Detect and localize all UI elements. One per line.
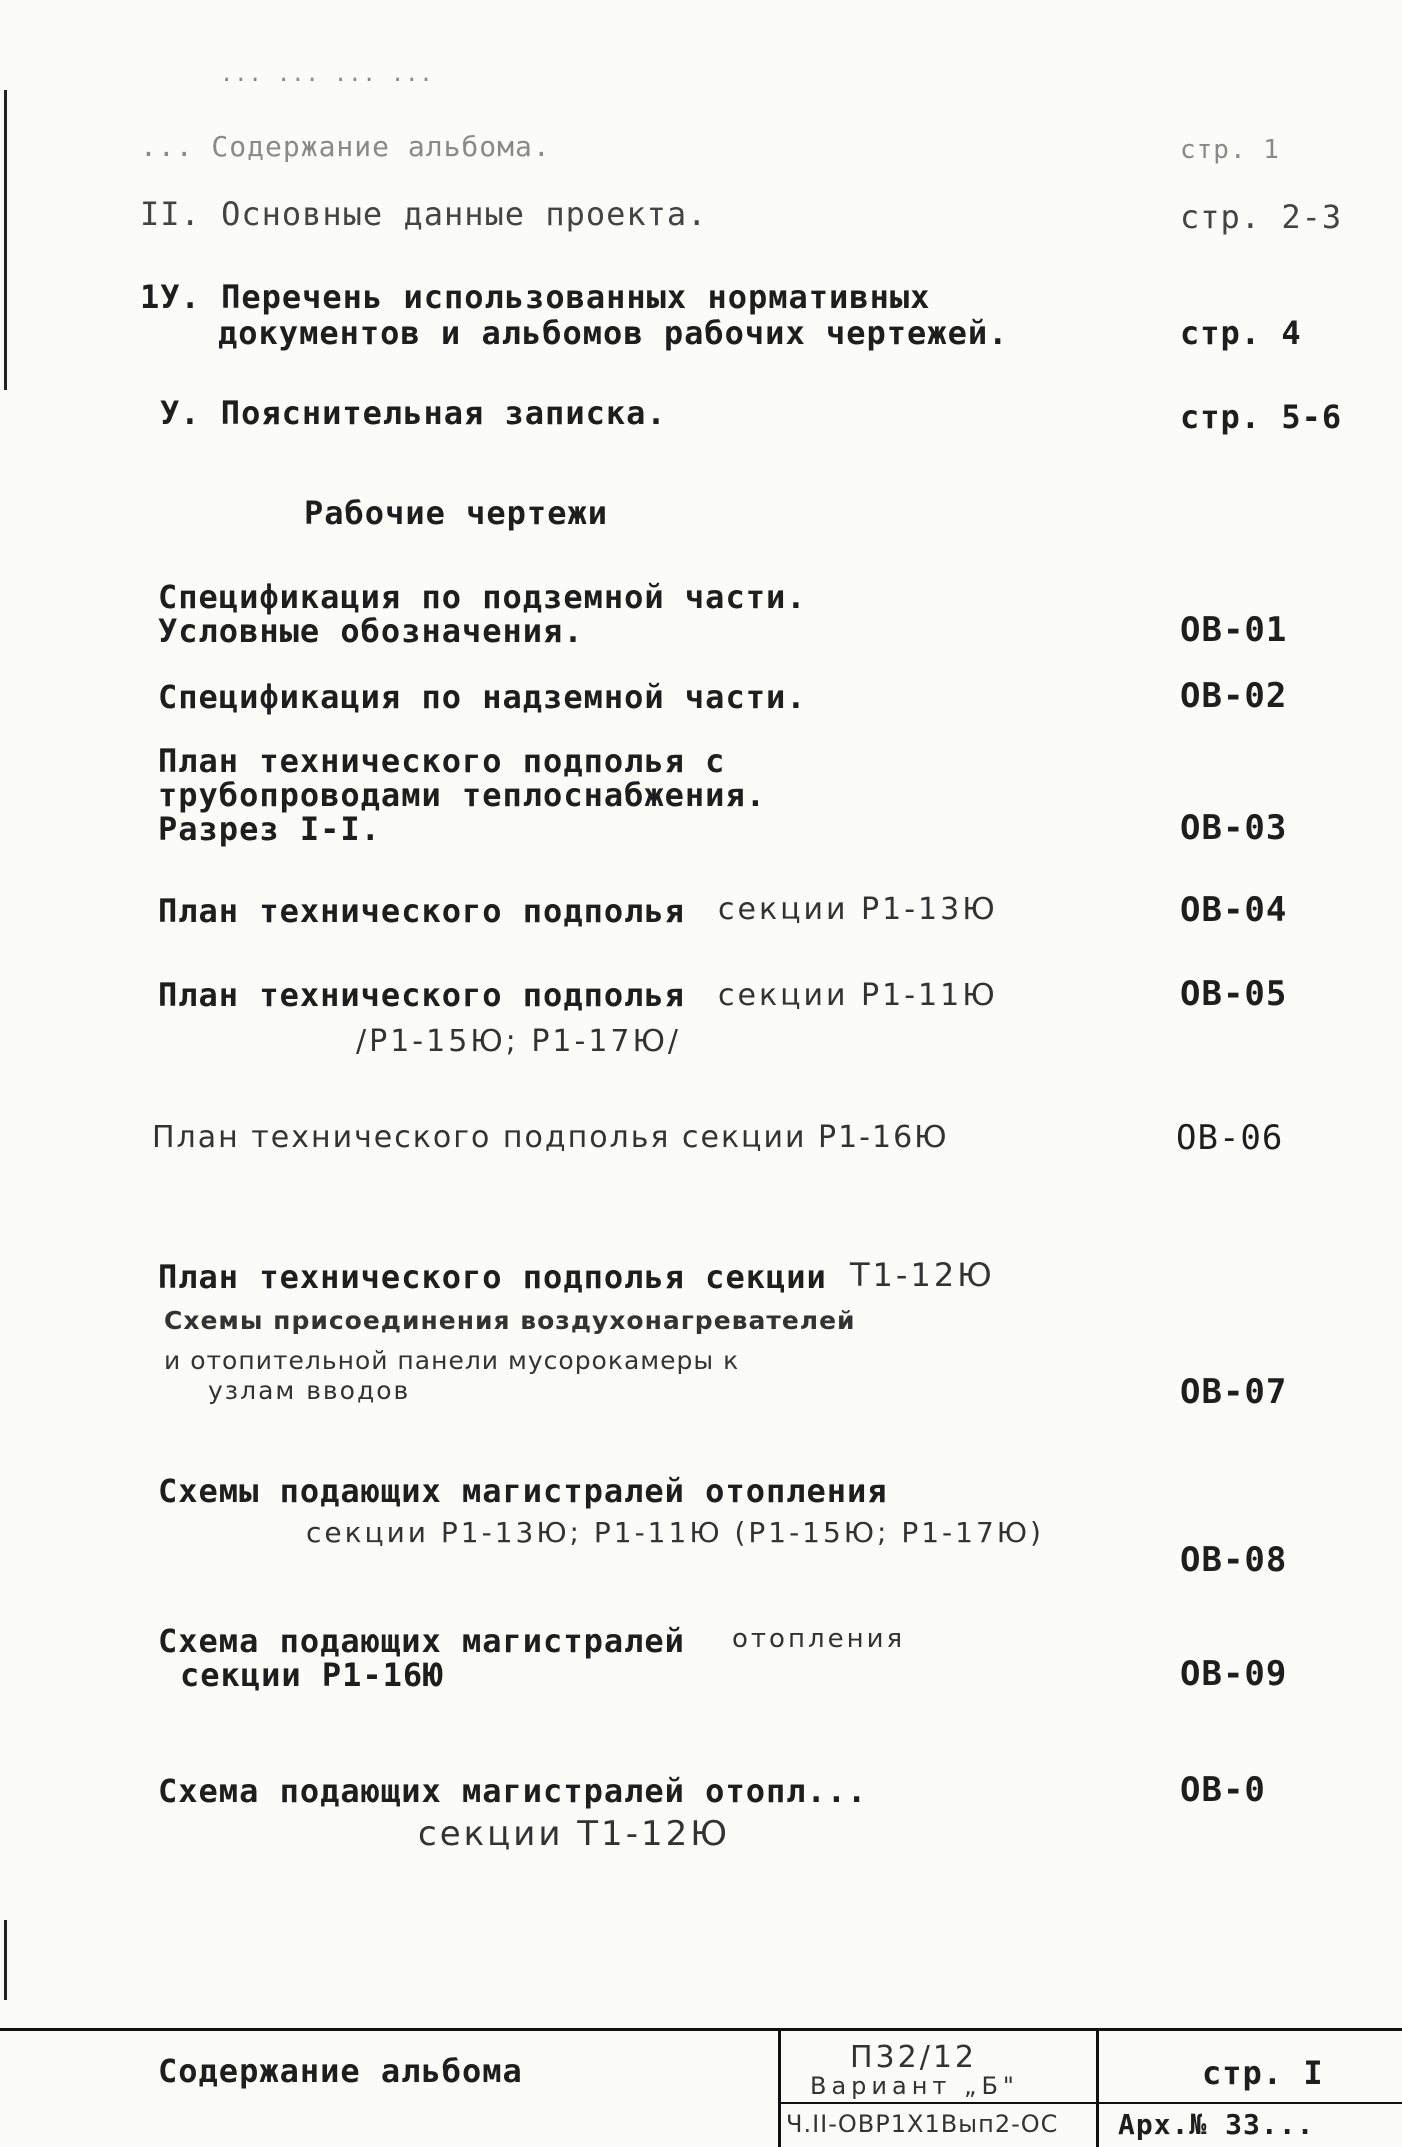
drawing-5-code: ОВ-05 <box>1180 974 1288 1014</box>
drawing-9-line-2: отопления <box>732 1624 906 1654</box>
stamp-part: Ч.II-ОВР1Х1Вып2-ОС <box>786 2110 1059 2138</box>
contents-item-1-page: стр. 1 <box>1180 135 1280 165</box>
stamp-project: П32/12 <box>850 2040 978 2075</box>
drawing-9-line-3: секции Р1-16Ю <box>180 1656 444 1694</box>
stamp-row-line <box>778 2102 1402 2104</box>
drawing-2-code: ОВ-02 <box>1180 676 1288 716</box>
drawing-8-code: ОВ-08 <box>1180 1540 1288 1580</box>
drawing-8-line-1: Схемы подающих магистралей отопления <box>158 1472 888 1510</box>
drawing-2-line-1: Спецификация по надземной части. <box>158 678 807 716</box>
contents-item-3-line1: 1У. Перечень использованных нормативных <box>140 278 931 316</box>
stamp-variant: Вариант „Б" <box>810 2072 1019 2100</box>
drawing-3-code: ОВ-03 <box>1180 808 1288 848</box>
contents-item-2-page: стр. 2-3 <box>1180 198 1343 236</box>
contents-item-1: ... Содержание альбома. <box>140 130 551 163</box>
contents-item-2: II. Основные данные проекта. <box>140 195 708 233</box>
drawing-8-line-2: секции Р1-13Ю; Р1-11Ю (Р1-15Ю; Р1-17Ю) <box>306 1516 1044 1549</box>
stamp-top-border <box>0 2028 1402 2031</box>
page-edge-mark <box>4 1920 7 2000</box>
drawing-1-line-2: Условные обозначения. <box>158 612 584 650</box>
stamp-page: стр. I <box>1202 2054 1324 2092</box>
drawing-1-code: ОВ-01 <box>1180 610 1288 650</box>
drawing-5-line-3: /Р1-15Ю; Р1-17Ю/ <box>356 1024 681 1059</box>
stamp-divider <box>778 2028 781 2147</box>
header-top-line: ... ... ... ... <box>220 62 434 87</box>
contents-item-4-page: стр. 5-6 <box>1180 398 1343 436</box>
drawing-7-line-1: План технического подполья секции <box>158 1258 827 1296</box>
drawing-7-line-2: Т1-12Ю <box>850 1256 995 1294</box>
drawing-4-line-1: План технического подполья <box>158 892 685 930</box>
contents-item-3-page: стр. 4 <box>1180 314 1302 352</box>
stamp-divider <box>1096 2028 1099 2147</box>
drawing-7-line-3: Схемы присоединения воздухонагревателей <box>164 1306 856 1335</box>
drawing-9-line-1: Схема подающих магистралей <box>158 1622 685 1660</box>
drawing-6-code: ОВ-06 <box>1176 1118 1284 1158</box>
drawing-7-code: ОВ-07 <box>1180 1372 1288 1412</box>
drawing-7-line-5: узлам вводов <box>208 1376 411 1405</box>
page-edge-mark <box>4 90 7 390</box>
contents-item-3-line2: документов и альбомов рабочих чертежей. <box>218 314 1009 352</box>
drawing-3-line-1: План технического подполья с <box>158 742 726 780</box>
stamp-archive: Арх.№ 33... <box>1118 2108 1315 2141</box>
drawing-4-line-2: секции Р1-13Ю <box>718 892 998 927</box>
drawing-7-line-4: и отопительной панели мусорокамеры к <box>164 1346 740 1375</box>
drawing-6-line-1: План технического подполья секции Р1-16Ю <box>152 1120 949 1155</box>
section-title: Рабочие чертежи <box>304 494 608 532</box>
drawing-9-code: ОВ-09 <box>1180 1654 1288 1694</box>
contents-item-4: У. Пояснительная записка. <box>160 394 667 432</box>
drawing-5-line-2: секции Р1-11Ю <box>718 978 998 1013</box>
drawing-3-line-2: трубопроводами теплоснабжения. <box>158 776 766 814</box>
drawing-10-code: ОВ-0 <box>1180 1770 1266 1810</box>
drawing-4-code: ОВ-04 <box>1180 890 1288 930</box>
drawing-1-line-1: Спецификация по подземной части. <box>158 578 807 616</box>
drawing-10-line-2: секции Т1-12Ю <box>418 1814 730 1854</box>
stamp-title: Содержание альбома <box>158 2052 523 2090</box>
drawing-3-line-3: Разрез I-I. <box>158 810 381 848</box>
drawing-10-line-1: Схема подающих магистралей отопл... <box>158 1772 868 1810</box>
drawing-5-line-1: План технического подполья <box>158 976 685 1014</box>
